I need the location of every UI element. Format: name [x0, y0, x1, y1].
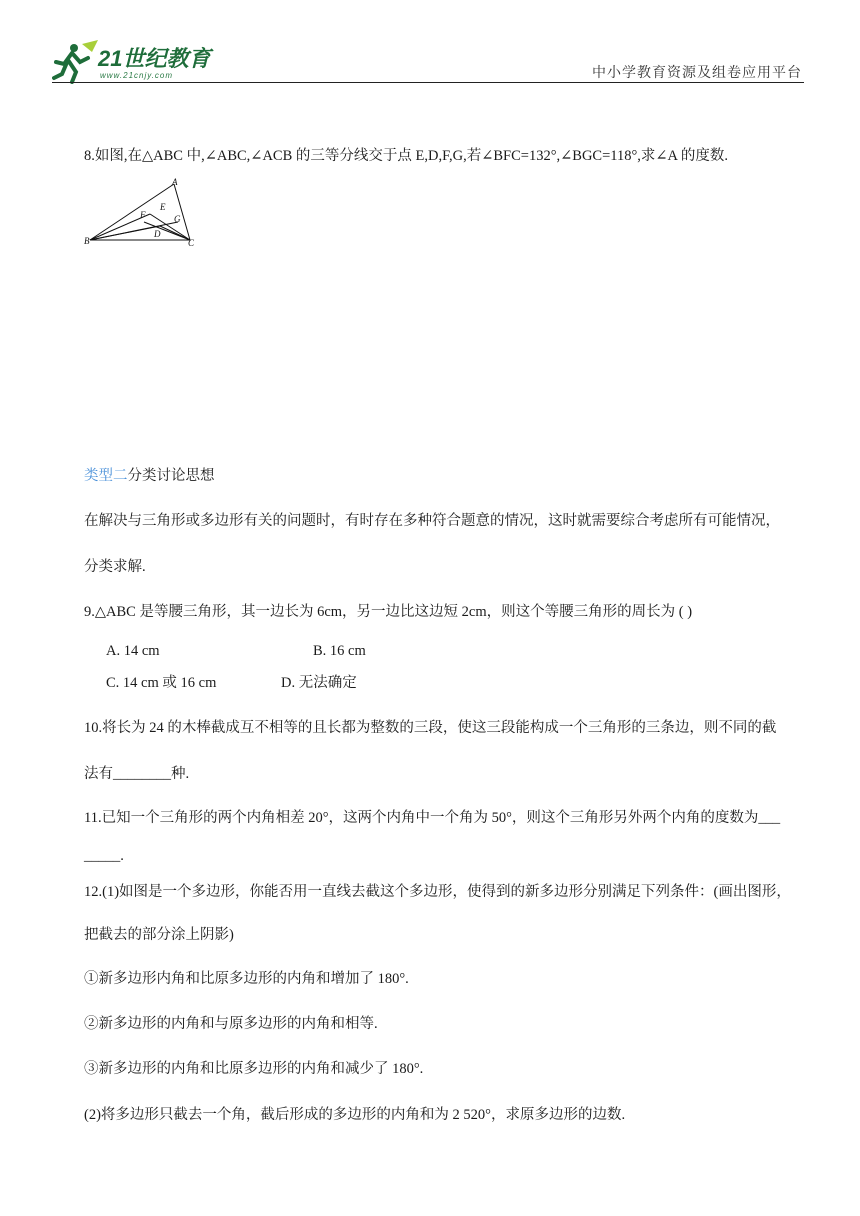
- triangle-figure: [84, 176, 202, 248]
- question-9-option-a: A. 14 cm: [106, 643, 160, 659]
- label-E: E: [160, 202, 166, 212]
- question-10-line2: 法有________种.: [84, 766, 190, 782]
- question-12-line2: 把截去的部分涂上阴影): [84, 927, 234, 943]
- runner-logo-icon: [52, 38, 102, 84]
- question-12-item2: ②新多边形的内角和与原多边形的内角和相等.: [84, 1016, 378, 1032]
- question-12-item1: ①新多边形内角和比原多边形的内角和增加了 180°.: [84, 971, 409, 987]
- section-paragraph-line2: 分类求解.: [84, 559, 146, 575]
- question-9-option-d: D. 无法确定: [281, 675, 357, 691]
- question-9-option-b: B. 16 cm: [313, 643, 366, 659]
- question-12-line1: 12.(1)如图是一个多边形，你能否用一直线去截这个多边形，使得到的新多边形分别满足下列条件：(画出图形，: [84, 884, 791, 900]
- label-F: F: [140, 210, 146, 220]
- section-label: 类型二: [84, 468, 128, 484]
- label-D: D: [154, 229, 161, 239]
- question-9-option-c: C. 14 cm 或 16 cm: [106, 675, 217, 691]
- question-12-item3: ③新多边形的内角和比原多边形的内角和减少了 180°.: [84, 1061, 424, 1077]
- label-C: C: [188, 238, 195, 248]
- question-11-line1: 11.已知一个三角形的两个内角相差 20°，这两个内角中一个角为 50°，则这个三角形另外两个内角的度数为___: [84, 810, 781, 826]
- platform-name: 中小学教育资源及组卷应用平台: [592, 66, 802, 81]
- header-divider: [52, 82, 804, 83]
- question-10-line1: 10.将长为 24 的木棒截成互不相等的且长都为整数的三段，使这三段能构成一个三角形的三条边，则不同的截: [84, 720, 777, 736]
- logo-url: www.21cnjy.com: [100, 71, 173, 80]
- question-9-stem: 9.△ABC 是等腰三角形，其一边长为 6cm，另一边比这边短 2cm，则这个等腰三角形的周长为 ( ): [84, 604, 693, 620]
- section-paragraph-line1: 在解决与三角形或多边形有关的问题时，有时存在多种符合题意的情况，这时就需要综合考虑所有可能情况，: [84, 513, 780, 529]
- section-heading: [84, 466, 215, 486]
- question-11-line2: _____.: [84, 848, 124, 864]
- label-A: A: [172, 177, 178, 187]
- label-B: B: [84, 236, 90, 246]
- question-12-part2: (2)将多边形只截去一个角，截后形成的多边形的内角和为 2 520°，求原多边形的边数.: [84, 1107, 626, 1123]
- section-title: 分类讨论思想: [127, 468, 215, 484]
- label-G: G: [174, 214, 181, 224]
- logo-text: 21世纪教育: [98, 46, 211, 71]
- question-8-text: 8.如图,在△ABC 中,∠ABC,∠ACB 的三等分线交于点 E,D,F,G,若∠BFC=132°,∠BGC=118°,求∠A 的度数.: [84, 148, 728, 164]
